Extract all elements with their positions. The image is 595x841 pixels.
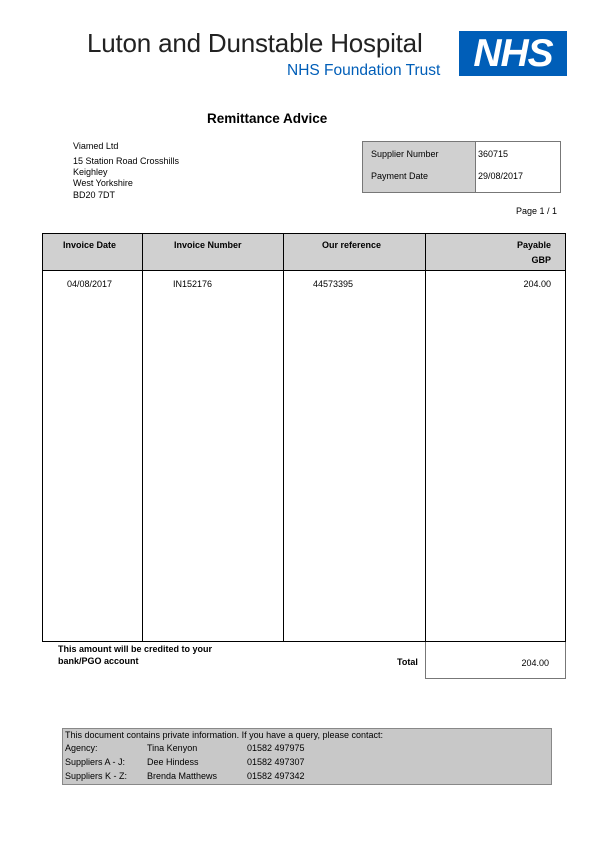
- column-divider: [283, 234, 284, 641]
- payment-date-value: 29/08/2017: [478, 171, 524, 181]
- contact-phone: 01582 497307: [247, 757, 305, 767]
- cell-payable: 204.00: [523, 279, 551, 289]
- page-indicator: Page 1 / 1: [515, 206, 557, 216]
- supplier-number-label: Supplier Number: [371, 149, 439, 159]
- cell-invoice-date: 04/08/2017: [67, 279, 113, 289]
- header-invoice-date: Invoice Date: [63, 240, 117, 250]
- contact-phone: 01582 497975: [247, 743, 305, 753]
- payment-date-label: Payment Date: [371, 171, 429, 181]
- total-box: [425, 642, 566, 679]
- total-value: 204.00: [521, 658, 549, 668]
- footer-notice: This document contains private information. If you have a query, please contact:: [65, 730, 384, 740]
- supplier-number-value: 360715: [478, 149, 509, 159]
- supplier-address-line: Keighley: [73, 167, 108, 177]
- contact-name: Tina Kenyon: [147, 743, 198, 753]
- header-payable: Payable: [516, 240, 551, 250]
- supplier-address-line: 15 Station Road Crosshills: [73, 156, 180, 166]
- contact-group: Suppliers A - J:: [65, 757, 126, 767]
- nhs-logo-text: NHS: [473, 32, 553, 75]
- supplier-postcode: BD20 7DT: [73, 190, 116, 200]
- cell-our-reference: 44573395: [313, 279, 354, 289]
- hospital-name: Luton and Dunstable Hospital: [87, 28, 423, 58]
- supplier-address-line: West Yorkshire: [73, 178, 133, 188]
- contact-group: Suppliers K - Z:: [65, 771, 128, 781]
- header-our-reference: Our reference: [322, 240, 382, 250]
- credit-note: [58, 643, 212, 667]
- credit-note-line: bank/PGO account: [58, 656, 139, 666]
- trust-name: NHS Foundation Trust: [287, 62, 441, 79]
- header-currency: GBP: [531, 255, 551, 265]
- contact-name: Dee Hindess: [147, 757, 199, 767]
- total-label: Total: [397, 657, 418, 667]
- contact-group: Agency:: [65, 743, 98, 753]
- invoice-table: [42, 233, 566, 642]
- cell-invoice-number: IN152176: [173, 279, 213, 289]
- table-header: [43, 234, 565, 271]
- column-divider: [425, 234, 426, 641]
- contact-name: Brenda Matthews: [147, 771, 218, 781]
- document-title: Remittance Advice: [207, 111, 328, 126]
- contact-footer: [62, 728, 552, 785]
- column-divider: [142, 234, 143, 641]
- supplier-info-box: [362, 141, 561, 193]
- header-invoice-number: Invoice Number: [174, 240, 242, 250]
- contact-phone: 01582 497342: [247, 771, 305, 781]
- nhs-logo: [459, 31, 567, 76]
- supplier-name: Viamed Ltd: [73, 141, 119, 151]
- credit-note-line: This amount will be credited to your: [58, 644, 213, 654]
